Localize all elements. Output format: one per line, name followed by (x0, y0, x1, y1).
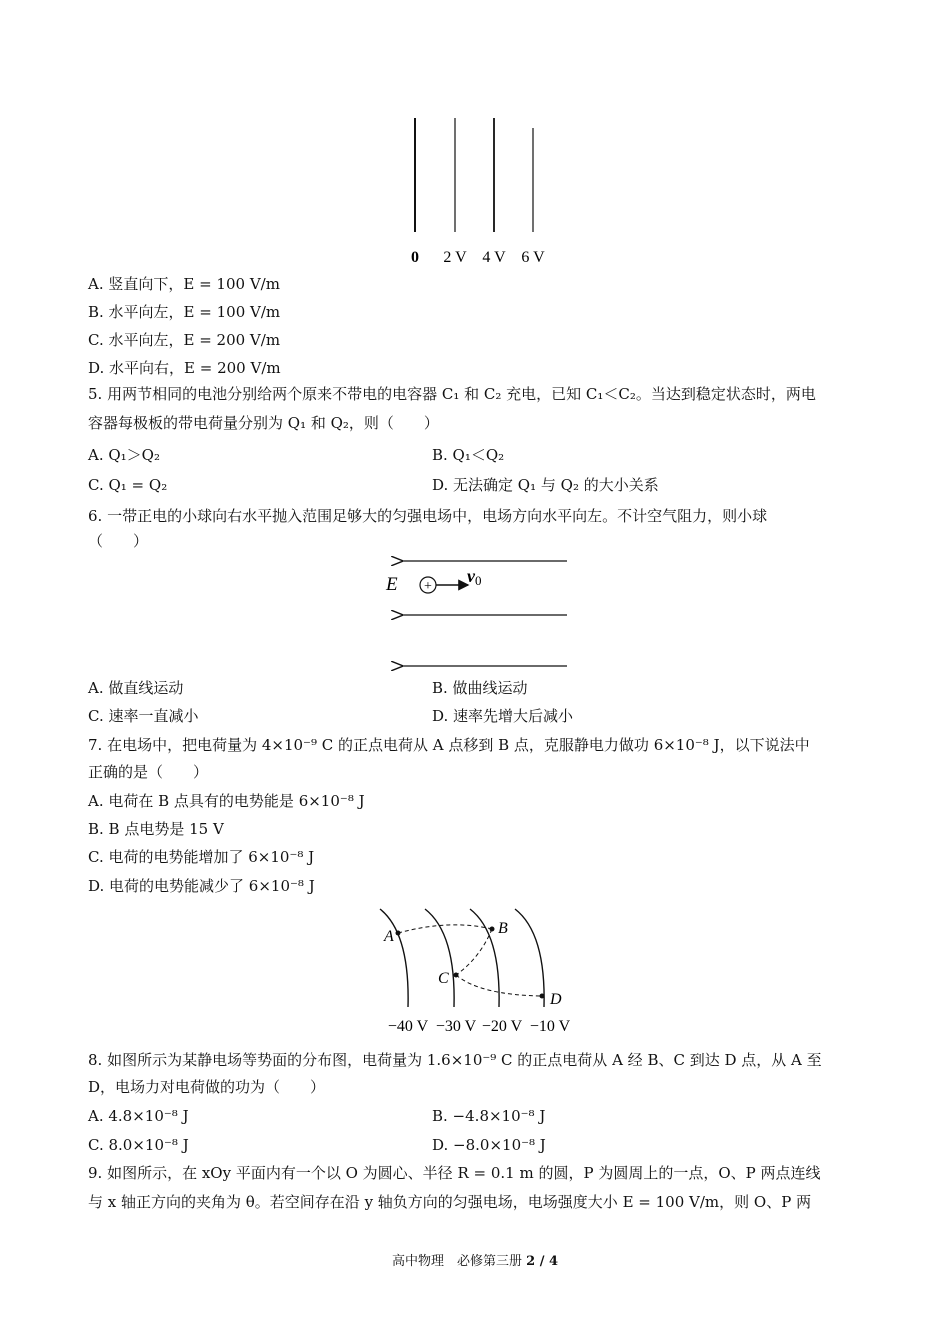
charge-sign: + (424, 579, 432, 594)
surface-label-minus-10: −10 V (529, 1018, 571, 1035)
q5-stem-line1: 5. 用两节相同的电池分别给两个原来不带电的电容器 C₁ 和 C₂ 充电，已知 C₁＜C₂。当达到稳定状态时，两电 (88, 385, 816, 403)
q6-stem-line1: 6. 一带正电的小球向右水平抛入范围足够大的匀强电场中，电场方向水平向左。不计空气阻力，则小球 (88, 507, 768, 525)
point-d-label: D (550, 991, 562, 1008)
q6-option-b: B. 做曲线运动 (432, 679, 528, 697)
q9-stem-line1: 9. 如图所示，在 xOy 平面内有一个以 O 为圆心、半径 R = 0.1 m 的圆，P 为圆周上的一点，O、P 两点连线 (88, 1164, 821, 1182)
potential-label-6v: 6 V (521, 249, 545, 266)
q6-option-d: D. 速率先增大后减小 (432, 707, 574, 725)
surface-label-minus-30: −30 V (435, 1018, 477, 1035)
q7-option-b: B. B 点电势是 15 V (88, 820, 224, 838)
surface-minus-30 (425, 909, 454, 1007)
q6-option-a: A. 做直线运动 (88, 679, 184, 697)
footer-title: 高中物理 必修第三册 (391, 1254, 522, 1269)
q9-stem-line2: 与 x 轴正方向的夹角为 θ。若空间存在沿 y 轴负方向的匀强电场，电场强度大小 E = 100 V/m，则 O、P 两 (88, 1193, 812, 1211)
surface-label-minus-20: −20 V (481, 1018, 523, 1035)
surface-label-minus-40: −40 V (387, 1018, 429, 1035)
q5-option-a: A. Q₁＞Q₂ (88, 446, 160, 464)
q7-option-d: D. 电荷的电势能减少了 6×10⁻⁸ J (88, 877, 315, 895)
field-label-e: E (386, 574, 398, 595)
point-b-label: B (498, 920, 508, 937)
path-a-to-b (398, 925, 492, 933)
page-footer (0, 1250, 950, 1269)
point-c-dot (454, 973, 459, 978)
q7-stem-line2: 正确的是（ ） (88, 763, 209, 781)
q7-option-c: C. 电荷的电势能增加了 6×10⁻⁸ J (88, 848, 315, 866)
q5-option-c: C. Q₁ = Q₂ (88, 476, 168, 494)
equipotential-surfaces-figure (370, 903, 600, 1038)
point-c-label: C (438, 970, 449, 987)
potential-label-0: 0 (411, 249, 419, 266)
q8-option-a: A. 4.8×10⁻⁸ J (88, 1107, 189, 1125)
q6-option-c: C. 速率一直减小 (88, 707, 199, 725)
electric-field-figure (380, 552, 580, 677)
q7-stem-line1: 7. 在电场中，把电荷量为 4×10⁻⁹ C 的正点电荷从 A 点移到 B 点，克服静电力做功 6×10⁻⁸ J，以下说法中 (88, 736, 810, 754)
potential-label-2v: 2 V (443, 249, 467, 266)
surface-minus-10 (515, 909, 544, 1007)
q8-option-c: C. 8.0×10⁻⁸ J (88, 1136, 189, 1154)
q4-option-b: B. 水平向左，E = 100 V/m (88, 303, 281, 321)
velocity-subscript: 0 (475, 573, 482, 588)
q6-stem-line2: （ ） (88, 532, 149, 550)
equipotential-lines-figure (380, 110, 580, 270)
point-a-dot (396, 931, 401, 936)
q8-stem-line2: D，电场力对电荷做的功为（ ） (88, 1078, 326, 1096)
q8-option-b: B. −4.8×10⁻⁸ J (432, 1107, 546, 1125)
page-number: 2 / 4 (526, 1254, 559, 1269)
potential-label-4v: 4 V (482, 249, 506, 266)
q5-option-d: D. 无法确定 Q₁ 与 Q₂ 的大小关系 (432, 476, 659, 494)
surface-minus-20 (470, 909, 499, 1007)
q5-stem-line2: 容器每极板的带电荷量分别为 Q₁ 和 Q₂，则（ ） (88, 414, 439, 432)
q8-option-d: D. −8.0×10⁻⁸ J (432, 1136, 546, 1154)
q7-option-a: A. 电荷在 B 点具有的电势能是 6×10⁻⁸ J (88, 792, 365, 810)
point-d-dot (540, 994, 545, 999)
q4-option-d: D. 水平向右，E = 200 V/m (88, 359, 281, 377)
q4-option-a: A. 竖直向下，E = 100 V/m (88, 275, 280, 293)
path-b-to-c (456, 929, 492, 975)
point-a-label: A (384, 928, 394, 945)
q4-option-c: C. 水平向左，E = 200 V/m (88, 331, 281, 349)
q5-option-b: B. Q₁＜Q₂ (432, 446, 505, 464)
q8-stem-line1: 8. 如图所示为某静电场等势面的分布图，电荷量为 1.6×10⁻⁹ C 的正点电荷从 A 经 B、C 到达 D 点，从 A 至 (88, 1051, 822, 1069)
velocity-label: v0 (467, 566, 482, 588)
surface-minus-40 (380, 909, 408, 1007)
point-b-dot (490, 927, 495, 932)
